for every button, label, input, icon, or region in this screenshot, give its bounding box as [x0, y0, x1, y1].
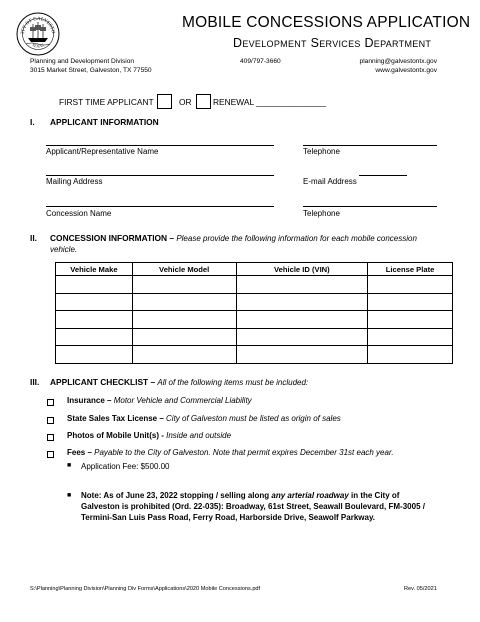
- table-row: [56, 328, 453, 346]
- table-row: [56, 276, 453, 294]
- vehicle-model-cell[interactable]: [132, 311, 236, 329]
- telephone2-field[interactable]: [303, 206, 437, 207]
- vehicle-vin-cell[interactable]: [236, 311, 368, 329]
- checklist-item-insurance: [67, 396, 252, 405]
- renewal-checkbox[interactable]: [196, 94, 211, 109]
- concession-name-field[interactable]: [46, 206, 274, 207]
- applicant-name-label: Applicant/Representative Name: [46, 147, 159, 156]
- column-header-vin: Vehicle ID (VIN): [236, 263, 368, 276]
- vehicle-vin-cell[interactable]: [236, 346, 368, 364]
- checklist-item-detail: Payable to the City of Galveston. Note that permit expires December 31st each year.: [94, 448, 394, 457]
- vehicle-table: [55, 262, 453, 364]
- table-row: [56, 311, 453, 329]
- first-time-checkbox[interactable]: [157, 94, 172, 109]
- fee-bullet-icon: ■: [67, 462, 72, 469]
- checklist-item-label: Photos of Mobile Unit(s) -: [67, 431, 164, 440]
- arterial-roadway-note: [81, 491, 429, 523]
- vehicle-model-cell[interactable]: [132, 346, 236, 364]
- concession-name-label: Concession Name: [46, 209, 112, 218]
- vehicle-make-cell[interactable]: [56, 328, 133, 346]
- section-3-number: III.: [30, 377, 40, 387]
- vehicle-model-cell[interactable]: [132, 293, 236, 311]
- note-emphasis: any arterial roadway: [271, 491, 349, 500]
- vehicle-make-cell[interactable]: [56, 276, 133, 294]
- checklist-item-label: Insurance –: [67, 396, 112, 405]
- section-3-instruction: All of the following items must be included:: [157, 378, 309, 387]
- division-phone: 409/797-3660: [240, 58, 281, 65]
- or-label: OR: [179, 97, 192, 107]
- application-fee: Application Fee: $500.00: [81, 462, 170, 471]
- checklist-item-label: State Sales Tax License –: [67, 414, 164, 423]
- column-header-model: Vehicle Model: [132, 263, 236, 276]
- vehicle-vin-cell[interactable]: [236, 328, 368, 346]
- note-bullet-icon: ■: [67, 492, 72, 499]
- note-part-2: in the City of Galveston is prohibited (Ord. 22-035): Broadway, 61st Street, Seawall Boulevard, FM-3005 / Termini-San Luis Pass Road, Ferry Road, Harborside Drive, Seawolf Parkway.: [81, 491, 425, 522]
- sales-tax-checkbox[interactable]: [47, 417, 54, 424]
- telephone-field[interactable]: [303, 145, 437, 146]
- form-title: MOBILE CONCESSIONS APPLICATION: [182, 14, 471, 31]
- license-plate-cell[interactable]: [368, 311, 453, 329]
- file-path: S:\Planning\Planning Division\Planning Div Forms\Applications\2020 Mobile Concessions.pdf: [30, 586, 261, 592]
- vehicle-model-cell[interactable]: [132, 276, 236, 294]
- column-header-make: Vehicle Make: [56, 263, 133, 276]
- section-2-heading: [50, 233, 430, 255]
- vehicle-vin-cell[interactable]: [236, 293, 368, 311]
- email-label: E-mail Address: [303, 177, 357, 186]
- checklist-item-detail: Inside and outside: [166, 431, 232, 440]
- insurance-checkbox[interactable]: [47, 399, 54, 406]
- vehicle-make-cell[interactable]: [56, 346, 133, 364]
- renewal-field[interactable]: RENEWAL _______________: [213, 97, 326, 107]
- section-2-number: II.: [30, 233, 37, 243]
- first-time-label: FIRST TIME APPLICANT: [59, 97, 154, 107]
- license-plate-cell[interactable]: [368, 328, 453, 346]
- department-name: Development Services Department: [233, 36, 432, 50]
- checklist-item-fees: [67, 448, 394, 457]
- checklist-item-photos: [67, 431, 231, 440]
- svg-text:TEXAS: TEXAS: [31, 42, 45, 49]
- license-plate-cell[interactable]: [368, 276, 453, 294]
- section-2-title: CONCESSION INFORMATION –: [50, 233, 175, 243]
- telephone-label: Telephone: [303, 147, 340, 156]
- section-3-title: APPLICANT CHECKLIST –: [50, 377, 156, 387]
- mailing-address-field[interactable]: [46, 175, 274, 176]
- division-name: Planning and Development Division: [30, 58, 135, 65]
- table-row: [56, 293, 453, 311]
- checklist-item-sales-tax: [67, 414, 341, 423]
- section-2-instruction: Please provide the following information for each mobile concession vehicle.: [50, 234, 417, 254]
- license-plate-cell[interactable]: [368, 346, 453, 364]
- checklist-item-label: Fees –: [67, 448, 92, 457]
- email-field[interactable]: [359, 175, 407, 176]
- checklist-item-detail: Motor Vehicle and Commercial Liability: [113, 396, 252, 405]
- section-3-heading: [50, 377, 308, 387]
- photos-checkbox[interactable]: [47, 434, 54, 441]
- vehicle-make-cell[interactable]: [56, 293, 133, 311]
- mailing-address-label: Mailing Address: [46, 177, 103, 186]
- division-address: 3015 Market Street, Galveston, TX 77550: [30, 67, 152, 74]
- vehicle-make-cell[interactable]: [56, 311, 133, 329]
- svg-text:CITY OF GALVESTON: ITY OF GALVESTO: [20, 16, 56, 34]
- applicant-name-field[interactable]: [46, 145, 274, 146]
- note-part-1: Note: As of June 23, 2022 stopping / selling along: [81, 491, 272, 500]
- fees-checkbox[interactable]: [47, 451, 54, 458]
- table-row: [56, 346, 453, 364]
- section-1-number: I.: [30, 117, 35, 127]
- vehicle-table-header: [56, 263, 453, 276]
- license-plate-cell[interactable]: [368, 293, 453, 311]
- division-email: planning@galvestontx.gov: [359, 58, 437, 65]
- section-1-title: APPLICANT INFORMATION: [50, 117, 159, 127]
- telephone2-label: Telephone: [303, 209, 340, 218]
- checklist-item-detail: City of Galveston must be listed as origin of sales: [166, 414, 341, 423]
- vehicle-model-cell[interactable]: [132, 328, 236, 346]
- division-website: www.galvestontx.gov: [375, 67, 437, 74]
- vehicle-vin-cell[interactable]: [236, 276, 368, 294]
- revision-date: Rev. 05/2021: [404, 586, 437, 592]
- column-header-plate: License Plate: [368, 263, 453, 276]
- city-seal: [16, 12, 60, 56]
